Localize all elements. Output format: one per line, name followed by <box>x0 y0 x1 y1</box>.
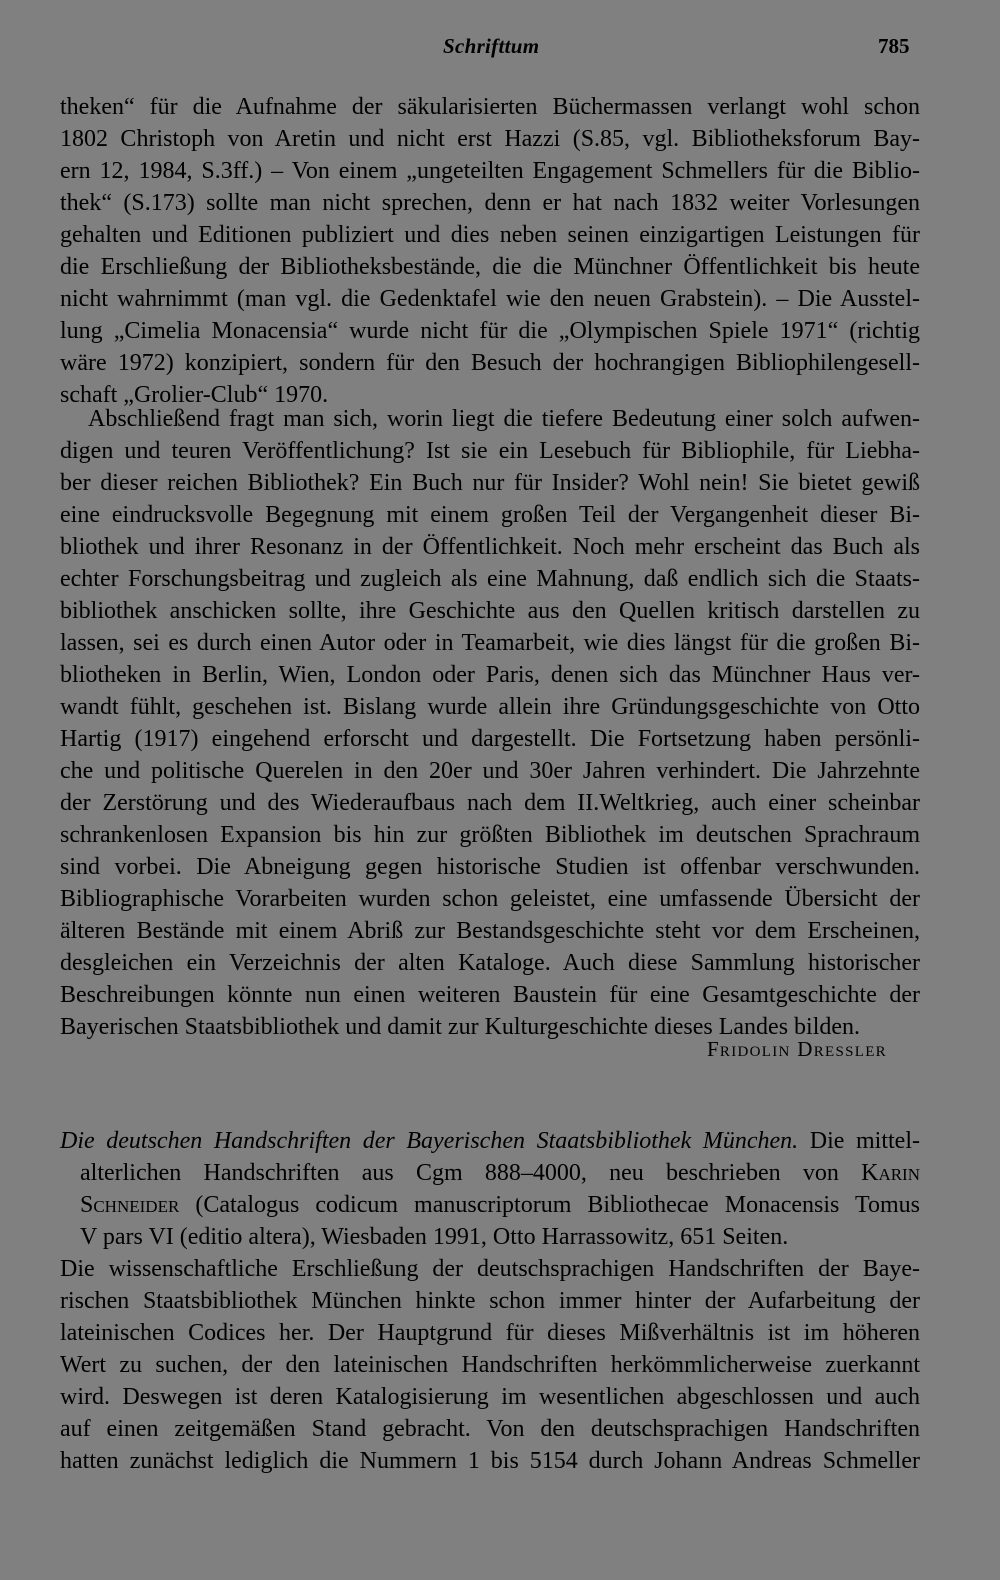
text-line: schaft „Grolier-Club“ 1970. <box>60 382 329 408</box>
text-line: wäre 1972) konzipiert, sondern für den Besuch der hochrangigen Bibliophilengesell- <box>60 350 920 376</box>
citation-line-2 <box>80 1157 920 1189</box>
text-line: ber dieser reichen Bibliothek? Ein Buch nur für Insider? Wohl nein! Sie bietet gewiß <box>60 470 920 496</box>
text-line: wird. Deswegen ist deren Katalogisierung im wesentlichen abgeschlossen und auch <box>60 1384 920 1410</box>
text-line: sind vorbei. Die Abneigung gegen historische Studien ist offenbar verschwunden. <box>60 854 920 880</box>
text-line: nicht wahrnimmt (man vgl. die Gedenktafel wie den neuen Grabstein). – Die Ausstel- <box>60 286 920 312</box>
page-number: 785 <box>878 34 910 58</box>
text-line: bliotheken in Berlin, Wien, London oder Paris, denen sich das Münchner Haus ver- <box>60 662 920 688</box>
citation-text: Die mittel- <box>798 1128 920 1154</box>
text-line: eine eindrucksvolle Begegnung mit einem großen Teil der Vergangenheit dieser Bi- <box>60 502 920 528</box>
text-line: älteren Bestände mit einem Abriß zur Bestandsgeschichte steht vor dem Erscheinen, <box>60 918 920 944</box>
text-line: bibliothek anschicken sollte, ihre Geschichte aus den Quellen kritisch darstellen zu <box>60 598 920 624</box>
text-line: Bibliographische Vorarbeiten wurden schon geleistet, eine umfassende Übersicht der <box>60 886 920 912</box>
text-line: Die wissenschaftliche Erschließung der deutschsprachigen Handschriften der Baye- <box>60 1256 920 1282</box>
text-line: schrankenlosen Expansion bis hin zur größten Bibliothek im deutschen Sprachraum <box>60 822 920 848</box>
book-title: Die deutschen Handschriften der Bayerischen Staatsbibliothek München. <box>60 1128 799 1154</box>
text-line: Bayerischen Staatsbibliothek und damit zur Kulturgeschichte dieses Landes bilden. <box>60 1014 861 1040</box>
text-line: echter Forschungsbeitrag und zugleich als eine Mahnung, daß endlich sich die Staats- <box>60 566 920 592</box>
text-line: der Zerstörung und des Wiederaufbaus nach dem II.Weltkrieg, auch einer scheinbar <box>60 790 920 816</box>
citation-line-1 <box>60 1125 920 1157</box>
citation-line-4: V pars VI (editio altera), Wiesbaden 1991, Otto Harrassowitz, 651 Seiten. <box>80 1224 789 1250</box>
text-line: lung „Cimelia Monacensia“ wurde nicht für die „Olympischen Spiele 1971“ (richtig <box>60 318 920 344</box>
text-line: hatten zunächst lediglich die Nummern 1 bis 5154 durch Johann Andreas Schmeller <box>60 1448 920 1474</box>
text-line: Hartig (1917) eingehend erforscht und dargestellt. Die Fortsetzung haben persönli- <box>60 726 920 752</box>
author-last-name: Schneider <box>80 1192 180 1218</box>
text-line: desgleichen ein Verzeichnis der alten Kataloge. Auch diese Sammlung historischer <box>60 950 920 976</box>
running-title: Schrifttum <box>443 34 540 58</box>
text-line: bliothek und ihrer Resonanz in der Öffentlichkeit. Noch mehr erscheint das Buch als <box>60 534 920 560</box>
text-line: theken“ für die Aufnahme der säkularisierten Büchermassen verlangt wohl schon <box>60 94 920 120</box>
text-line: Wert zu suchen, der den lateinischen Handschriften herkömmlicherweise zuerkannt <box>60 1352 920 1378</box>
text-line: lassen, sei es durch einen Autor oder in Teamarbeit, wie dies längst für die großen Bi- <box>60 630 920 656</box>
text-line: che und politische Querelen in den 20er und 30er Jahren verhindert. Die Jahrzehnte <box>60 758 920 784</box>
text-line: wandt fühlt, geschehen ist. Bislang wurde allein ihre Gründungsgeschichte von Otto <box>60 694 920 720</box>
text-line: auf einen zeitgemäßen Stand gebracht. Von den deutschsprachigen Handschriften <box>60 1416 920 1442</box>
text-line: Beschreibungen könnte nun einen weiteren Baustein für eine Gesamtgeschichte der <box>60 982 920 1008</box>
citation-text: (Catalogus codicum manuscriptorum Bibliothecae Monacensis Tomus <box>179 1192 920 1218</box>
citation-line-3 <box>80 1189 920 1221</box>
text-line: lateinischen Codices her. Der Hauptgrund für dieses Mißverhältnis ist im höheren <box>60 1320 920 1346</box>
text-line: ern 12, 1984, S.3ff.) – Von einem „ungeteilten Engagement Schmellers für die Biblio- <box>60 158 920 184</box>
text-line: digen und teuren Veröffentlichung? Ist sie ein Lesebuch für Bibliophile, für Liebha- <box>60 438 920 464</box>
author-first-name: Karin <box>861 1160 920 1186</box>
text-line: die Erschließung der Bibliotheksbestände, die die Münchner Öffentlichkeit bis heute <box>60 254 920 280</box>
text-line: Abschließend fragt man sich, worin liegt die tiefere Bedeutung einer solch aufwen- <box>88 406 920 432</box>
citation-text: alterlichen Handschriften aus Cgm 888–4000, neu beschrieben von <box>80 1160 862 1186</box>
text-line: 1802 Christoph von Aretin und nicht erst Hazzi (S.85, vgl. Bibliotheksforum Bay- <box>60 126 920 152</box>
text-line: rischen Staatsbibliothek München hinkte schon immer hinter der Aufarbeitung der <box>60 1288 920 1314</box>
text-line: gehalten und Editionen publiziert und dies neben seinen einzigartigen Leistungen für <box>60 222 920 248</box>
text-line: thek“ (S.173) sollte man nicht sprechen, denn er hat nach 1832 weiter Vorlesungen <box>60 190 920 216</box>
running-head <box>0 34 1000 60</box>
reviewer-signature: Fridolin Dressler <box>706 1037 887 1061</box>
